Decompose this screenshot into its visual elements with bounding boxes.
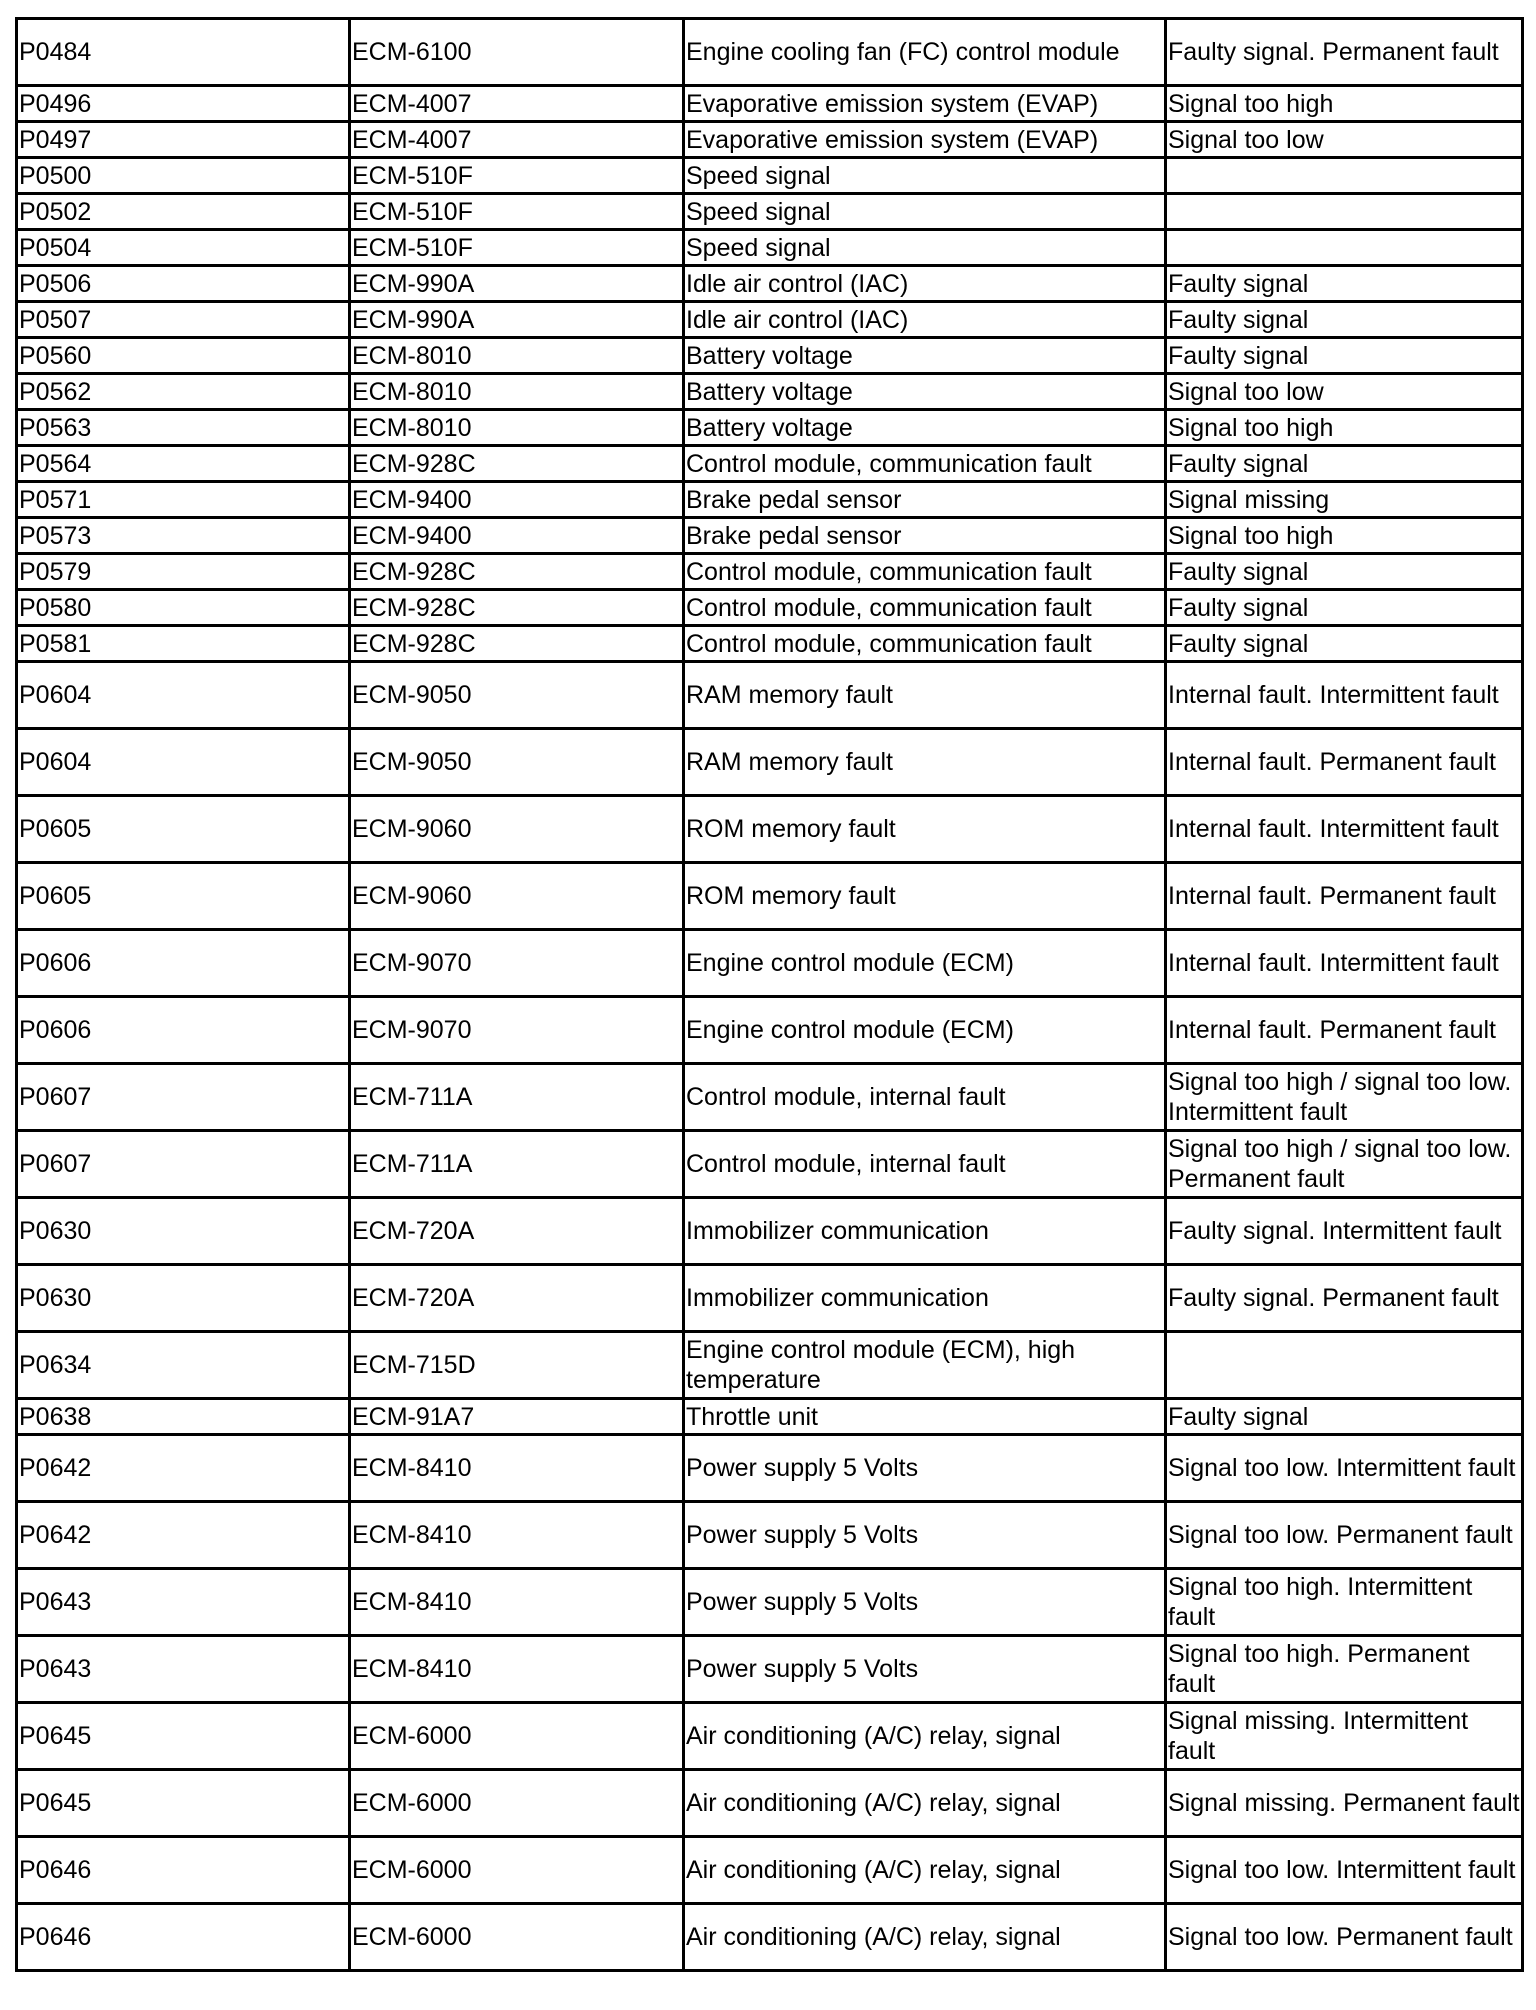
ecm-code-cell: ECM-928C	[350, 446, 684, 482]
table-row	[17, 863, 1523, 930]
fault-description-cell: Signal too low	[1166, 374, 1523, 410]
fault-description-cell: Signal too low	[1166, 122, 1523, 158]
fault-description-cell: Signal too high / signal too low. Intermittent fault	[1166, 1064, 1523, 1131]
ecm-code-cell: ECM-4007	[350, 122, 684, 158]
fault-code-cell: P0484	[17, 19, 350, 86]
ecm-code-cell: ECM-715D	[350, 1332, 684, 1399]
component-cell: Engine control module (ECM)	[684, 930, 1166, 997]
ecm-code-cell: ECM-928C	[350, 590, 684, 626]
table-row	[17, 158, 1523, 194]
fault-code-cell: P0646	[17, 1837, 350, 1904]
table-row	[17, 796, 1523, 863]
component-cell: Evaporative emission system (EVAP)	[684, 122, 1166, 158]
fault-code-cell: P0643	[17, 1569, 350, 1636]
ecm-code-cell: ECM-711A	[350, 1064, 684, 1131]
table-row	[17, 626, 1523, 662]
table-row	[17, 662, 1523, 729]
fault-code-cell: P0605	[17, 863, 350, 930]
ecm-code-cell: ECM-8410	[350, 1502, 684, 1569]
component-cell: Engine cooling fan (FC) control module	[684, 19, 1166, 86]
ecm-code-cell: ECM-6100	[350, 19, 684, 86]
fault-code-cell: P0500	[17, 158, 350, 194]
ecm-code-cell: ECM-9050	[350, 662, 684, 729]
component-cell: Battery voltage	[684, 338, 1166, 374]
component-cell: Control module, internal fault	[684, 1064, 1166, 1131]
table-row	[17, 1435, 1523, 1502]
fault-code-cell: P0642	[17, 1502, 350, 1569]
component-cell: Control module, communication fault	[684, 554, 1166, 590]
component-cell: Throttle unit	[684, 1399, 1166, 1435]
table-row	[17, 374, 1523, 410]
fault-description-cell: Faulty signal	[1166, 1399, 1523, 1435]
fault-description-cell: Signal missing. Permanent fault	[1166, 1770, 1523, 1837]
ecm-code-cell: ECM-9070	[350, 997, 684, 1064]
component-cell: Brake pedal sensor	[684, 482, 1166, 518]
component-cell: Control module, communication fault	[684, 590, 1166, 626]
fault-description-cell: Faulty signal	[1166, 446, 1523, 482]
table-row	[17, 554, 1523, 590]
fault-code-cell: P0645	[17, 1703, 350, 1770]
component-cell: Power supply 5 Volts	[684, 1435, 1166, 1502]
dtc-table	[15, 17, 1524, 1972]
table-row	[17, 86, 1523, 122]
fault-code-cell: P0604	[17, 729, 350, 796]
ecm-code-cell: ECM-9050	[350, 729, 684, 796]
table-row	[17, 230, 1523, 266]
component-cell: Control module, communication fault	[684, 626, 1166, 662]
fault-description-cell: Signal too low. Intermittent fault	[1166, 1837, 1523, 1904]
component-cell: ROM memory fault	[684, 863, 1166, 930]
fault-code-cell: P0504	[17, 230, 350, 266]
fault-code-cell: P0630	[17, 1265, 350, 1332]
table-row	[17, 1569, 1523, 1636]
table-row	[17, 930, 1523, 997]
fault-description-cell: Internal fault. Permanent fault	[1166, 997, 1523, 1064]
component-cell: Control module, communication fault	[684, 446, 1166, 482]
table-row	[17, 19, 1523, 86]
fault-description-cell: Signal missing	[1166, 482, 1523, 518]
ecm-code-cell: ECM-928C	[350, 554, 684, 590]
fault-code-cell: P0580	[17, 590, 350, 626]
table-row	[17, 194, 1523, 230]
component-cell: Battery voltage	[684, 410, 1166, 446]
fault-description-cell: Signal too low. Permanent fault	[1166, 1904, 1523, 1971]
fault-code-cell: P0606	[17, 930, 350, 997]
component-cell: ROM memory fault	[684, 796, 1166, 863]
fault-description-cell: Signal missing. Intermittent fault	[1166, 1703, 1523, 1770]
table-row	[17, 1636, 1523, 1703]
table-row	[17, 410, 1523, 446]
component-cell: Power supply 5 Volts	[684, 1569, 1166, 1636]
ecm-code-cell: ECM-9060	[350, 863, 684, 930]
fault-description-cell	[1166, 1332, 1523, 1399]
fault-description-cell: Faulty signal	[1166, 590, 1523, 626]
fault-code-cell: P0607	[17, 1064, 350, 1131]
ecm-code-cell: ECM-9400	[350, 482, 684, 518]
fault-description-cell: Faulty signal. Permanent fault	[1166, 1265, 1523, 1332]
ecm-code-cell: ECM-720A	[350, 1198, 684, 1265]
fault-code-cell: P0507	[17, 302, 350, 338]
fault-code-cell: P0634	[17, 1332, 350, 1399]
fault-description-cell: Signal too high / signal too low. Permanent fault	[1166, 1131, 1523, 1198]
table-row	[17, 122, 1523, 158]
ecm-code-cell: ECM-8010	[350, 410, 684, 446]
fault-description-cell: Signal too high	[1166, 410, 1523, 446]
fault-description-cell	[1166, 158, 1523, 194]
component-cell: RAM memory fault	[684, 729, 1166, 796]
fault-description-cell: Signal too high. Intermittent fault	[1166, 1569, 1523, 1636]
fault-code-cell: P0604	[17, 662, 350, 729]
ecm-code-cell: ECM-8410	[350, 1435, 684, 1502]
component-cell: Air conditioning (A/C) relay, signal	[684, 1703, 1166, 1770]
table-row	[17, 1770, 1523, 1837]
component-cell: Idle air control (IAC)	[684, 302, 1166, 338]
component-cell: Engine control module (ECM), high temperature	[684, 1332, 1166, 1399]
fault-code-cell: P0607	[17, 1131, 350, 1198]
fault-code-cell: P0502	[17, 194, 350, 230]
fault-description-cell	[1166, 194, 1523, 230]
fault-description-cell: Internal fault. Intermittent fault	[1166, 662, 1523, 729]
fault-description-cell: Faulty signal	[1166, 302, 1523, 338]
component-cell: Speed signal	[684, 158, 1166, 194]
ecm-code-cell: ECM-9060	[350, 796, 684, 863]
fault-description-cell: Internal fault. Intermittent fault	[1166, 930, 1523, 997]
fault-description-cell: Faulty signal	[1166, 626, 1523, 662]
component-cell: Air conditioning (A/C) relay, signal	[684, 1770, 1166, 1837]
table-row	[17, 1198, 1523, 1265]
component-cell: Control module, internal fault	[684, 1131, 1166, 1198]
component-cell: Immobilizer communication	[684, 1265, 1166, 1332]
fault-code-cell: P0563	[17, 410, 350, 446]
dtc-table-body	[17, 19, 1523, 1971]
table-row	[17, 729, 1523, 796]
fault-description-cell: Faulty signal	[1166, 338, 1523, 374]
fault-description-cell: Internal fault. Permanent fault	[1166, 863, 1523, 930]
table-row	[17, 1904, 1523, 1971]
fault-code-cell: P0606	[17, 997, 350, 1064]
ecm-code-cell: ECM-510F	[350, 158, 684, 194]
ecm-code-cell: ECM-928C	[350, 626, 684, 662]
fault-code-cell: P0560	[17, 338, 350, 374]
fault-description-cell: Signal too high. Permanent fault	[1166, 1636, 1523, 1703]
ecm-code-cell: ECM-8010	[350, 338, 684, 374]
fault-code-cell: P0571	[17, 482, 350, 518]
fault-description-cell: Internal fault. Intermittent fault	[1166, 796, 1523, 863]
fault-description-cell: Internal fault. Permanent fault	[1166, 729, 1523, 796]
ecm-code-cell: ECM-8410	[350, 1569, 684, 1636]
fault-description-cell: Signal too low. Permanent fault	[1166, 1502, 1523, 1569]
table-row	[17, 1399, 1523, 1435]
fault-code-cell: P0638	[17, 1399, 350, 1435]
component-cell: Speed signal	[684, 230, 1166, 266]
fault-code-cell: P0579	[17, 554, 350, 590]
fault-description-cell: Signal too high	[1166, 518, 1523, 554]
fault-description-cell: Faulty signal	[1166, 554, 1523, 590]
fault-code-cell: P0496	[17, 86, 350, 122]
fault-description-cell: Faulty signal	[1166, 266, 1523, 302]
ecm-code-cell: ECM-720A	[350, 1265, 684, 1332]
table-row	[17, 1265, 1523, 1332]
fault-code-cell: P0646	[17, 1904, 350, 1971]
table-row	[17, 482, 1523, 518]
table-row	[17, 302, 1523, 338]
table-row	[17, 338, 1523, 374]
fault-code-cell: P0573	[17, 518, 350, 554]
ecm-code-cell: ECM-6000	[350, 1837, 684, 1904]
component-cell: Brake pedal sensor	[684, 518, 1166, 554]
table-row	[17, 1502, 1523, 1569]
ecm-code-cell: ECM-9400	[350, 518, 684, 554]
fault-code-cell: P0605	[17, 796, 350, 863]
fault-code-cell: P0645	[17, 1770, 350, 1837]
component-cell: Air conditioning (A/C) relay, signal	[684, 1904, 1166, 1971]
table-row	[17, 518, 1523, 554]
ecm-code-cell: ECM-91A7	[350, 1399, 684, 1435]
component-cell: Immobilizer communication	[684, 1198, 1166, 1265]
table-row	[17, 1837, 1523, 1904]
fault-code-cell: P0630	[17, 1198, 350, 1265]
ecm-code-cell: ECM-510F	[350, 230, 684, 266]
fault-code-cell: P0581	[17, 626, 350, 662]
fault-description-cell: Signal too high	[1166, 86, 1523, 122]
component-cell: Power supply 5 Volts	[684, 1502, 1166, 1569]
table-row	[17, 1703, 1523, 1770]
table-row	[17, 590, 1523, 626]
component-cell: Air conditioning (A/C) relay, signal	[684, 1837, 1166, 1904]
table-row	[17, 997, 1523, 1064]
component-cell: Engine control module (ECM)	[684, 997, 1166, 1064]
fault-code-cell: P0562	[17, 374, 350, 410]
ecm-code-cell: ECM-711A	[350, 1131, 684, 1198]
component-cell: RAM memory fault	[684, 662, 1166, 729]
ecm-code-cell: ECM-6000	[350, 1904, 684, 1971]
ecm-code-cell: ECM-8410	[350, 1636, 684, 1703]
ecm-code-cell: ECM-6000	[350, 1770, 684, 1837]
ecm-code-cell: ECM-510F	[350, 194, 684, 230]
fault-description-cell: Signal too low. Intermittent fault	[1166, 1435, 1523, 1502]
fault-code-cell: P0506	[17, 266, 350, 302]
table-row	[17, 446, 1523, 482]
component-cell: Speed signal	[684, 194, 1166, 230]
ecm-code-cell: ECM-990A	[350, 302, 684, 338]
table-row	[17, 1131, 1523, 1198]
ecm-code-cell: ECM-8010	[350, 374, 684, 410]
fault-description-cell	[1166, 230, 1523, 266]
component-cell: Power supply 5 Volts	[684, 1636, 1166, 1703]
component-cell: Idle air control (IAC)	[684, 266, 1166, 302]
table-row	[17, 1064, 1523, 1131]
table-row	[17, 266, 1523, 302]
ecm-code-cell: ECM-990A	[350, 266, 684, 302]
ecm-code-cell: ECM-4007	[350, 86, 684, 122]
fault-code-cell: P0564	[17, 446, 350, 482]
fault-description-cell: Faulty signal. Intermittent fault	[1166, 1198, 1523, 1265]
fault-code-cell: P0643	[17, 1636, 350, 1703]
ecm-code-cell: ECM-6000	[350, 1703, 684, 1770]
fault-code-cell: P0497	[17, 122, 350, 158]
component-cell: Evaporative emission system (EVAP)	[684, 86, 1166, 122]
fault-code-cell: P0642	[17, 1435, 350, 1502]
table-row	[17, 1332, 1523, 1399]
component-cell: Battery voltage	[684, 374, 1166, 410]
ecm-code-cell: ECM-9070	[350, 930, 684, 997]
fault-description-cell: Faulty signal. Permanent fault	[1166, 19, 1523, 86]
